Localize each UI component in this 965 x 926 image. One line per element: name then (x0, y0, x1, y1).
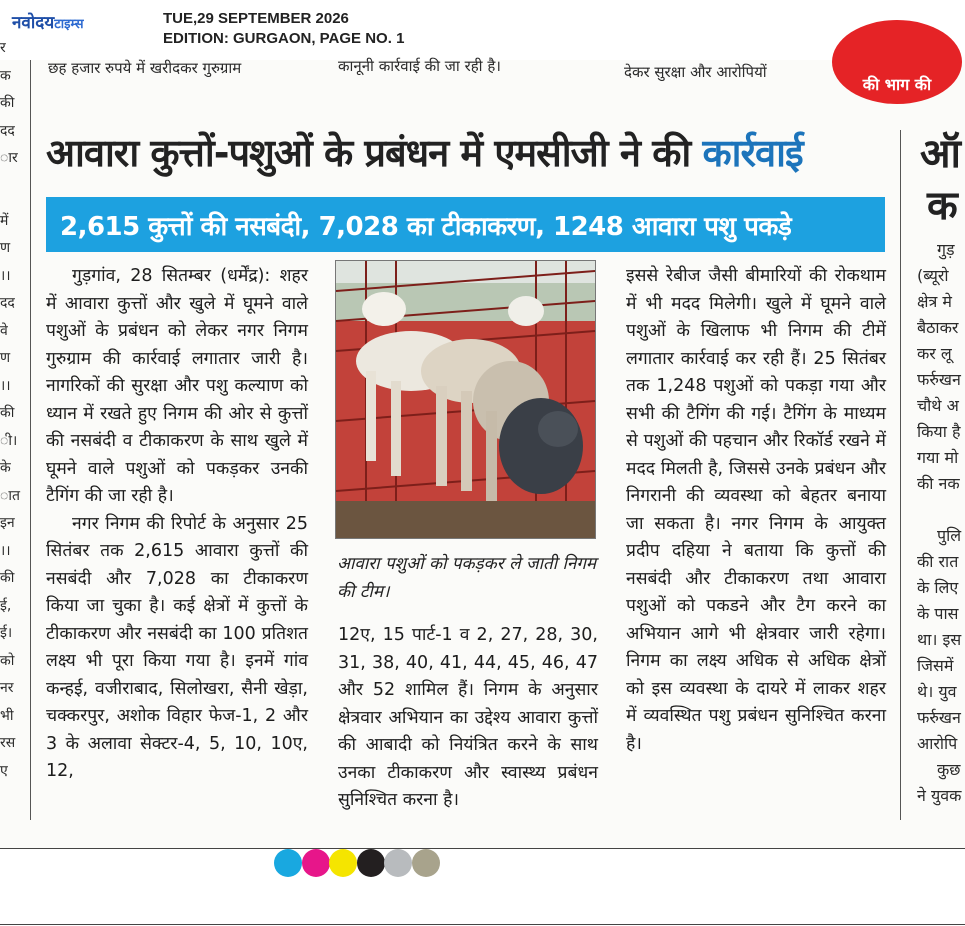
left-edge-column (0, 40, 22, 840)
logo-sub-text: टाइम्स (54, 17, 84, 32)
subheadline: 2,615 कुत्तों की नसबंदी, 7,028 का टीकाकरण, 1248 आवारा पशु पकड़े (60, 212, 792, 242)
headline-main: आवारा कुत्तों-पशुओं के प्रबंधन में एमसीजी ने की (46, 131, 703, 175)
column-1-paragraph-2: नगर निगम की रिपोर्ट के अनुसार 25 सितंबर तक 2,615 आवारा कुत्तों की नसबंदी और 7,028 का टीकाकरण किया जा चुका है। कई क्षेत्रों में कुत्तों के टीकाकरण और नसबंदी का 100 प्रतिशत लक्ष्य भी पूरा किया गया है। इनमें गांव कन्हई, वजीराबाद, सिलोखरा, सैनी खेड़ा, चक्करपुर, अशोक विहार फेज-1, 2 और 3 के अलावा सेक्टर-4, 5, 10, 10ए, 12, (46, 513, 308, 781)
right-edge-line: के पास (917, 604, 959, 623)
registration-dot (357, 849, 385, 877)
left-edge-fragment: भी (0, 707, 14, 724)
left-edge-fragment: वे (0, 322, 8, 339)
right-edge-line: चौथे अ (917, 396, 959, 415)
footer-bottom-rule (0, 924, 965, 925)
news-photo (335, 260, 596, 539)
right-edge-line: आरोपि (917, 734, 958, 753)
right-headline-line-1: ऑ (920, 131, 961, 177)
left-edge-fragment: में (0, 212, 9, 229)
right-edge-line: ने युवक (917, 786, 962, 805)
article-column-3 (626, 263, 886, 758)
left-column-rule (30, 60, 31, 820)
left-edge-fragment: दद (0, 295, 15, 311)
left-edge-fragment: ार (0, 150, 18, 166)
left-edge-fragment: ण (0, 350, 11, 366)
left-edge-fragment: ात (0, 487, 20, 504)
registration-dot (274, 849, 302, 877)
article-column-2 (338, 622, 598, 815)
left-edge-fragment: ई। (0, 625, 13, 641)
right-edge-line: पुलि (937, 526, 962, 545)
left-edge-fragment: क (0, 67, 11, 84)
top-fragment-middle: कानूनी कार्रवाई की जा रही है। (338, 57, 501, 75)
left-edge-fragment: दद (0, 122, 15, 139)
registration-dot (412, 849, 440, 877)
left-edge-fragment: के (0, 460, 11, 476)
left-edge-fragment: की (0, 405, 15, 421)
registration-dot (302, 849, 330, 877)
right-edge-line: क्षेत्र मे (917, 292, 952, 311)
registration-dot (384, 849, 412, 877)
page-footer (0, 848, 965, 926)
left-edge-fragment: को (0, 652, 15, 669)
right-edge-line: किया है (917, 422, 961, 441)
right-edge-line: के लिए (917, 578, 959, 597)
date-line: TUE,29 SEPTEMBER 2026 (163, 10, 349, 27)
right-edge-line: थे। युव (917, 682, 957, 701)
right-edge-line: कुछ (937, 760, 961, 779)
left-edge-fragment: ।। (0, 377, 11, 394)
left-edge-fragment: ।। (0, 542, 11, 559)
headline-highlight: कार्रवाई (702, 131, 803, 175)
right-edge-line: फर्रुखन (917, 708, 961, 727)
right-edge-line: जिसमें (917, 656, 954, 675)
column-2-paragraph-1: 12ए, 15 पार्ट-1 व 2, 27, 28, 30, 31, 38, 40, 41, 44, 45, 46, 47 और 52 शामिल हैं। निगम के अनुसार क्षेत्रवार अभियान का उद्देश्य आवारा कुत्तों की आबादी को नियंत्रित करने के साथ उनका टीकाकरण और स्वास्थ्य प्रबंधन सुनिश्चित करना है। (338, 625, 598, 810)
left-edge-fragment: र (0, 40, 6, 56)
right-edge-line: (ब्यूरो (917, 266, 949, 285)
right-edge-line: कर लू (917, 344, 952, 363)
right-edge-line: गया मो (917, 448, 959, 467)
registration-dot (329, 849, 357, 877)
left-edge-fragment: नर (0, 680, 14, 696)
masthead (0, 0, 965, 61)
right-edge-line: की नक (917, 474, 960, 493)
right-edge-line: बैठाकर (917, 318, 959, 337)
right-headline-line-2: क (927, 183, 958, 229)
footer-top-rule (0, 848, 965, 849)
right-edge-line: फर्रुखन (917, 370, 961, 389)
right-edge-line: की रात (917, 552, 959, 571)
left-edge-fragment: ण (0, 240, 11, 256)
logo-main-text: नवोदय (12, 13, 55, 33)
left-edge-fragment: की (0, 570, 15, 586)
right-edge-line: था। इस (917, 630, 962, 649)
newspaper-logo (12, 10, 84, 33)
subheadline-bar (46, 197, 885, 252)
left-edge-fragment: इन (0, 515, 15, 531)
left-edge-fragment: की (0, 95, 15, 111)
left-edge-fragment: रस (0, 735, 16, 751)
right-edge-line: गुड़ (937, 240, 955, 259)
newspaper-page (0, 40, 965, 848)
article-column-1 (46, 263, 308, 786)
right-column-rule (900, 130, 901, 820)
column-3-paragraph-1: इससे रेबीज जैसी बीमारियों की रोकथाम में भी मदद मिलेगी। खुले में घूमने वाले पशुओं के खिलाफ भी निगम की टीमें लगातार कार्रवाई कर रही हैं। 25 सितंबर तक 1,248 पशुओं को पकड़ा गया और सभी की टैगिंग की गई। टैगिंग के माध्यम से पशुओं की पहचान और रिकॉर्ड रखने में मदद मिलती है, जिससे उनके प्रबंधन और निगरानी की व्यवस्था को बेहतर बनाया जा सकता है। नगर निगम के आयुक्त प्रदीप दहिया ने बताया कि कुत्तों की नसबंदी और टीकाकरण तथा आवारा पशुओं को पकडने और टैग करने का अभियान आगे भी क्षेत्रवार जारी रहेगा। निगम का लक्ष्य अधिक से अधिक क्षेत्रों को इस व्यवस्था के दायरे में लाकर शहर में व्यवस्थित पशु प्रबंधन सुनिश्चित करना है। (626, 266, 886, 754)
red-badge-text: की भाग की (862, 75, 932, 94)
top-fragment-left: छह हजार रुपये में खरीदकर गुरुग्राम (48, 59, 242, 77)
edition-line: EDITION: GURGAON, PAGE NO. 1 (163, 30, 405, 47)
edition-info (163, 9, 404, 49)
left-edge-fragment: ए (0, 762, 8, 779)
left-edge-fragment: ई, (0, 597, 12, 614)
top-fragment-right: देकर सुरक्षा और आरोपियों (624, 63, 767, 81)
right-edge-story (917, 60, 965, 840)
left-edge-fragment: ।। (0, 267, 11, 284)
headline (46, 126, 803, 178)
cattle-truck-photo (336, 261, 595, 538)
column-1-paragraph-1: गुड़गांव, 28 सितम्बर (धर्मेंद्र): शहर में आवारा कुत्तों और खुले में घूमने वाले पशुओं के प्रबंधन को लेकर नगर निगम गुरुग्राम की कार्रवाई लगातार जारी है। नागरिकों की सुरक्षा और पशु कल्याण को ध्यान में रखते हुए निगम की ओर से कुत्तों की नसबंदी व टीकाकरण के साथ खुले में घूमने वाले पशुओं को पकड़कर उनकी टैगिंग की जा रही है। (46, 266, 308, 506)
photo-caption: आवारा पशुओं को पकड़कर ले जाती निगम की टीम। (337, 554, 597, 602)
left-edge-fragment: ी। (0, 432, 18, 449)
